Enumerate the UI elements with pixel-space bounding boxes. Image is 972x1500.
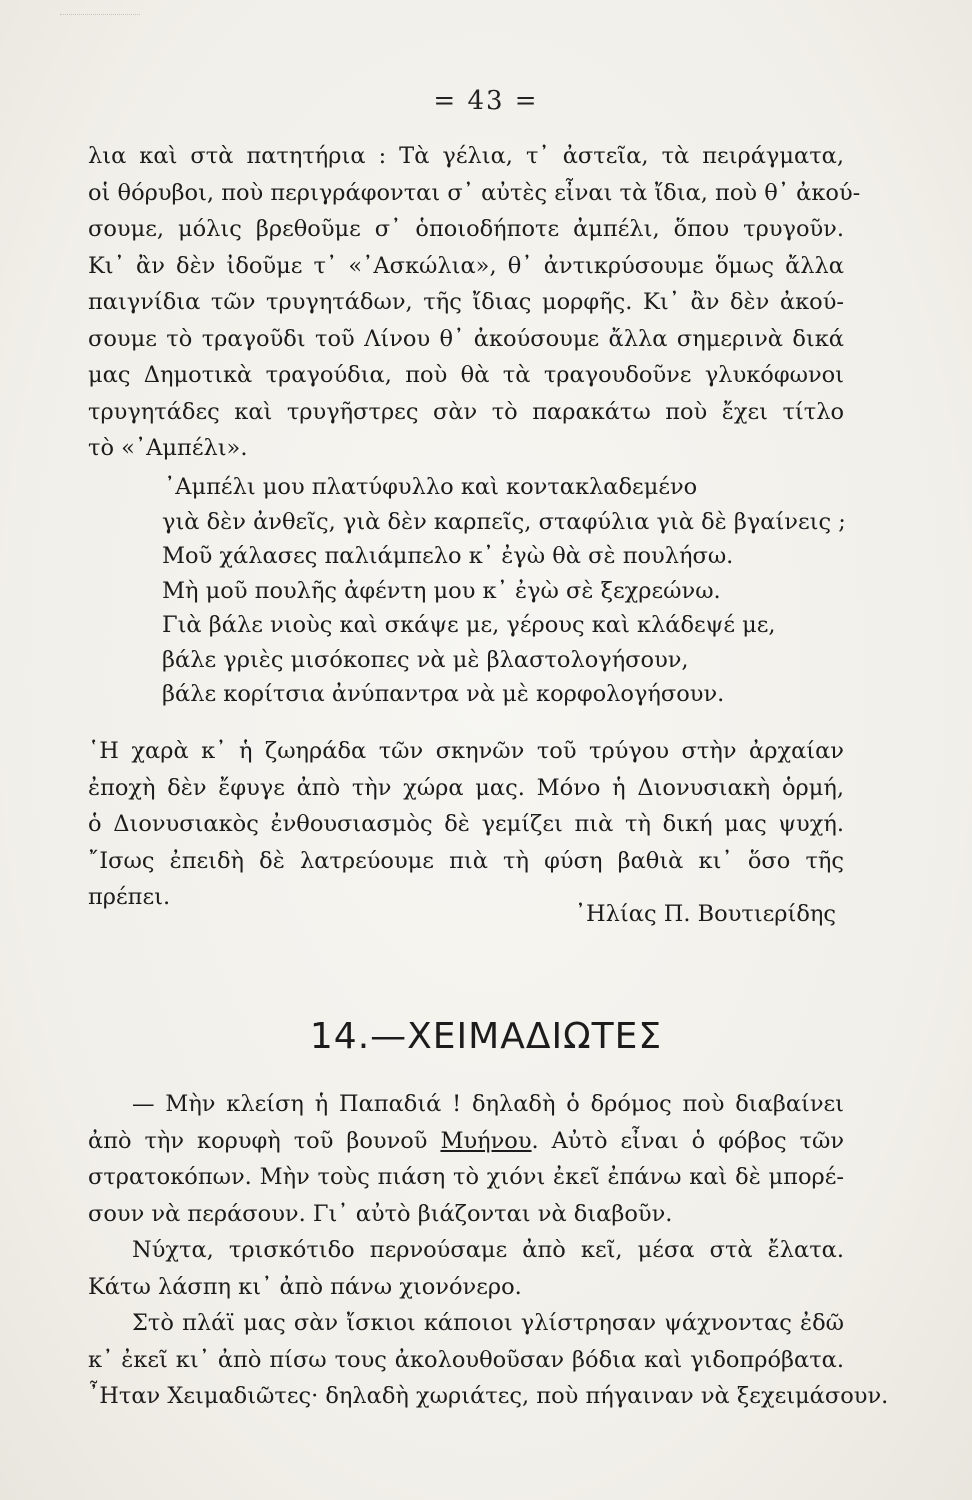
paragraph-amphelia: [88, 138, 861, 467]
text-line: ὁ Διονυσιακὸς ἐνθουσιασμὸς δὲ γεμίζει πιὰ τὴ δική μας ψυχή.: [88, 811, 844, 837]
paragraph-dionysian: [88, 733, 844, 916]
section-heading: 14.—ΧΕΙΜΑΔΙΩΤΕΣ: [309, 1016, 663, 1057]
text-line: παιγνίδια τῶν τρυγητάδων, τῆς ἴδιας μορφῆς. Κι᾿ ἂν δὲν ἀκού-: [88, 289, 844, 315]
text-line: τὸ «᾿Αμπέλι».: [88, 435, 248, 461]
poem-line: γιὰ δὲν ἀνθεῖς, γιὰ δὲν καρπεῖς, σταφύλια γιὰ δὲ βγαίνεις ;: [162, 508, 846, 535]
text-line: [88, 1123, 844, 1160]
text-line: λια καὶ στὰ πατητήρια : Τὰ γέλια, τ᾿ ἀστεῖα, τὰ πειράγματα,: [88, 143, 844, 169]
poem-line: ᾿Αμπέλι μου πλατύφυλλο καὶ κοντακλαδεμένο: [164, 474, 698, 500]
text-line: οἱ θόρυβοι, ποὺ περιγράφονται σ᾿ αὐτὲς εἶναι τὰ ἴδια, ποὺ θ᾿ ἀκού-: [88, 179, 861, 206]
poem-line: βάλε γριὲς μισόκοπες νὰ μὲ βλαστολογήσουν,: [162, 646, 689, 673]
paragraph-cheimadiotes: [88, 1086, 889, 1415]
poem-line: Γιὰ βάλε νιοὺς καὶ σκάψε με, γέρους καὶ κλάδεψέ με,: [162, 612, 776, 638]
page-number: = 43 =: [433, 86, 539, 116]
text-line: κ᾿ ἐκεῖ κι᾿ ἀπὸ πίσω τους ἀκολουθοῦσαν βόδια καὶ γιδοπρόβατα.: [88, 1346, 844, 1373]
poem-line: Μὴ μοῦ πουλῆς ἀφέντη μου κ᾿ ἐγὼ σὲ ξεχρεώνω.: [162, 577, 721, 604]
text-line: ῾Η χαρὰ κ᾿ ἡ ζωηράδα τῶν σκηνῶν τοῦ τρύγου στὴν ἀρχαίαν: [88, 738, 844, 764]
text-line: Κάτω λάσπη κι᾿ ἀπὸ πάνω χιονόνερο.: [88, 1273, 522, 1300]
text-line: τρυγητάδες καὶ τρυγῆστρες σὰν τὸ παρακάτω ποὺ ἔχει τίτλο: [88, 398, 844, 425]
text-line: πρέπει.: [88, 884, 171, 910]
text-segment: . Αὐτὸ εἶναι ὁ φόβος τῶν: [531, 1127, 845, 1154]
text-line: Κι᾿ ἂν δὲν ἰδοῦμε τ᾿ «᾿Ασκώλια», θ᾿ ἀντικρύσουμε ὅμως ἄλλα: [88, 252, 844, 279]
poem-ampeli: [162, 470, 846, 712]
text-line: — Μὴν κλείση ἡ Παπαδιά ! δηλαδὴ ὁ δρόμος ποὺ διαβαίνει: [132, 1091, 844, 1117]
text-line: ῎Ισως ἐπειδὴ δὲ λατρεύουμε πιὰ τὴ φύση βαθιὰ κι᾿ ὅσο τῆς: [88, 847, 844, 874]
text-line: Στὸ πλάϊ μας σὰν ἴσκιοι κάποιοι γλίστρησαν ψάχνοντας ἐδῶ: [132, 1310, 844, 1336]
underlined-word: Μυήνου: [440, 1127, 532, 1154]
text-line: ῏Ηταν Χειμαδιῶτες· δηλαδὴ χωριάτες, ποὺ πήγαιναν νὰ ξεχειμάσουν.: [88, 1383, 889, 1409]
text-line: στρατοκόπων. Μὴν τοὺς πιάση τὸ χιόνι ἐκεῖ ἐπάνω καὶ δὲ μπορέ-: [88, 1164, 844, 1190]
text-line: σουμε τὸ τραγοῦδι τοῦ Λίνου θ᾿ ἀκούσουμε ἄλλα σημερινὰ δικά: [88, 325, 844, 352]
text-line: ἐποχὴ δὲν ἔφυγε ἀπὸ τὴν χώρα μας. Μόνο ἡ Διονυσιακὴ ὁρμή,: [88, 774, 844, 801]
text-line: σουμε, μόλις βρεθοῦμε σ᾿ ὁποιοδήποτε ἀμπέλι, ὅπου τρυγοῦν.: [88, 216, 844, 242]
poem-line: Μοῦ χάλασες παλιάμπελο κ᾿ ἐγὼ θὰ σὲ πουλήσω.: [162, 543, 734, 569]
text-line: σουν νὰ περάσουν. Γι᾿ αὐτὸ βιάζονται νὰ διαβοῦν.: [88, 1200, 673, 1227]
corner-mark: [60, 0, 140, 15]
author-signature: ᾿Ηλίας Π. Βουτιερίδης: [574, 901, 836, 927]
poem-line: βάλε κορίτσια ἀνύπαντρα νὰ μὲ κορφολογήσουν.: [162, 681, 725, 707]
text-line: μας Δημοτικὰ τραγούδια, ποὺ θὰ τὰ τραγουδοῦνε γλυκόφωνοι: [88, 362, 844, 388]
text-line: Νύχτα, τρισκότιδο περνούσαμε ἀπὸ κεῖ, μέσα στὰ ἔλατα.: [132, 1237, 844, 1263]
text-segment: ἀπὸ τὴν κορυφὴ τοῦ βουνοῦ: [88, 1127, 441, 1154]
